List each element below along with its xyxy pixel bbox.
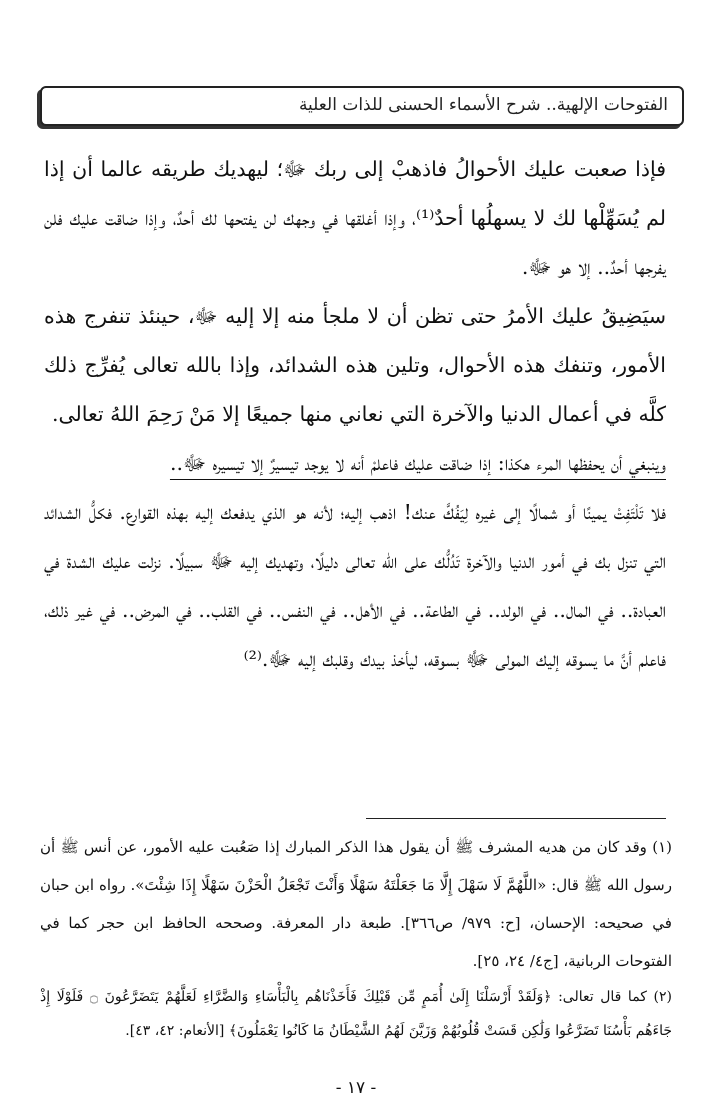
paragraph: فإذا صعبت عليك الأحوالُ فاذهبْ إلى ربك ﷻ؛ ليهديك طريقه عالما أن إذا لم يُسَهِّلْها لك لا يسهلُها أحدٌ⁽¹⁾، وإذا أغلقها في وجهك لن يفتحها لك أحدٌ، وإذا ضاقت عليك فلن يفرجها أحدٌ.. إلا هو ﷻ. <box>44 157 667 279</box>
footnote: (١) وقد كان من هديه المشرف ﷺ أن يقول هذا الذكر المبارك إذا صَعُبت عليه الأمور، عن أنس ﷺ أن رسول الله ﷺ قال: «اللَّهُمَّ لَا سَهْلَ إِلَّا مَا جَعَلْتَهُ سَهْلًا وَأَنْتَ تَجْعَلُ الْحَزْنَ سَهْلًا إِذَا شِئْتَ». رواه ابن حبان في صحيحه: الإحسان، [ح: ٩٧٩/ ص٣٦٦]. طبعة دار المعرفة. وصححه الحافظ ابن حجر كما في الفتوحات الربانية، [ج٤/ ٢٤، ٢٥]. <box>40 838 672 970</box>
main-text <box>44 145 666 684</box>
footnote-divider <box>366 818 666 819</box>
paragraph: سيَضِيقُ عليك الأمرُ حتى تظن أن لا ملجأ منه إلا إليه ﷻ، حينئذ تنفرج هذه الأمور، وتنفك هذه الأحوال، وتلين هذه الشدائد، وإذا بالله تعالى يُفرِّج ذلك كلَّه في أعمال الدنيا والآخرة التي نعاني منها جميعًا إلا مَنْ رَحِمَ اللهُ تعالى. <box>44 304 666 426</box>
running-header <box>40 86 684 126</box>
page-number: - ١٧ - <box>335 1078 377 1098</box>
footnote: (٢) كما قال تعالى: ﴿وَلَقَدْ أَرْسَلْنَا إِلَىٰ أُمَمٍ مِّن قَبْلِكَ فَأَخَذْنَاهُم بِالْبَأْسَاءِ وَالضَّرَّاءِ لَعَلَّهُمْ يَتَضَرَّعُونَ ۝ فَلَوْلَا إِذْ جَاءَهُم بَأْسُنَا تَضَرَّعُوا وَلَٰكِن قَسَتْ قُلُوبُهُمْ وَزَيَّنَ لَهُمُ الشَّيْطَانُ مَا كَانُوا يَعْمَلُونَ﴾ [الأنعام: ٤٢، ٤٣]. <box>40 989 672 1039</box>
paragraph: فلا تَلْتَفِتْ يمينًا أو شمالًا إلى غيره لِيَفُكَّ عنك! اذهب إليه؛ لأنه هو الذي يدفعك إليه بهذه القوارع. فكلُّ الشدائد التي تنزل بك في أمور الدنيا والآخرة تَدُلُّك على الله تعالى دليلًا، وتهديك إليه ﷻ سبيلًا. نزلت عليك الشدة في العبادة.. في المال.. في الولد.. في الطاعة.. في الأهل.. في النفس.. في القلب.. في المرض.. في غير ذلك، فاعلم أنَّ ما يسوقه إليك المولى ﷻ بسوقه، ليأخذ بيدك وقلبك إليه ﷻ.⁽²⁾ <box>44 500 666 671</box>
footnotes <box>40 828 672 1048</box>
running-header-title: الفتوحات الإلهية.. شرح الأسماء الحسنى للذات العلية <box>298 95 668 115</box>
paragraph-underlined: وينبغي أن يحفظها المرء هكذا: إذا ضاقت عليك فاعلمْ أنه لا يوجد تيسيرٌ إلا تيسيره ﷻ.. <box>169 451 666 475</box>
